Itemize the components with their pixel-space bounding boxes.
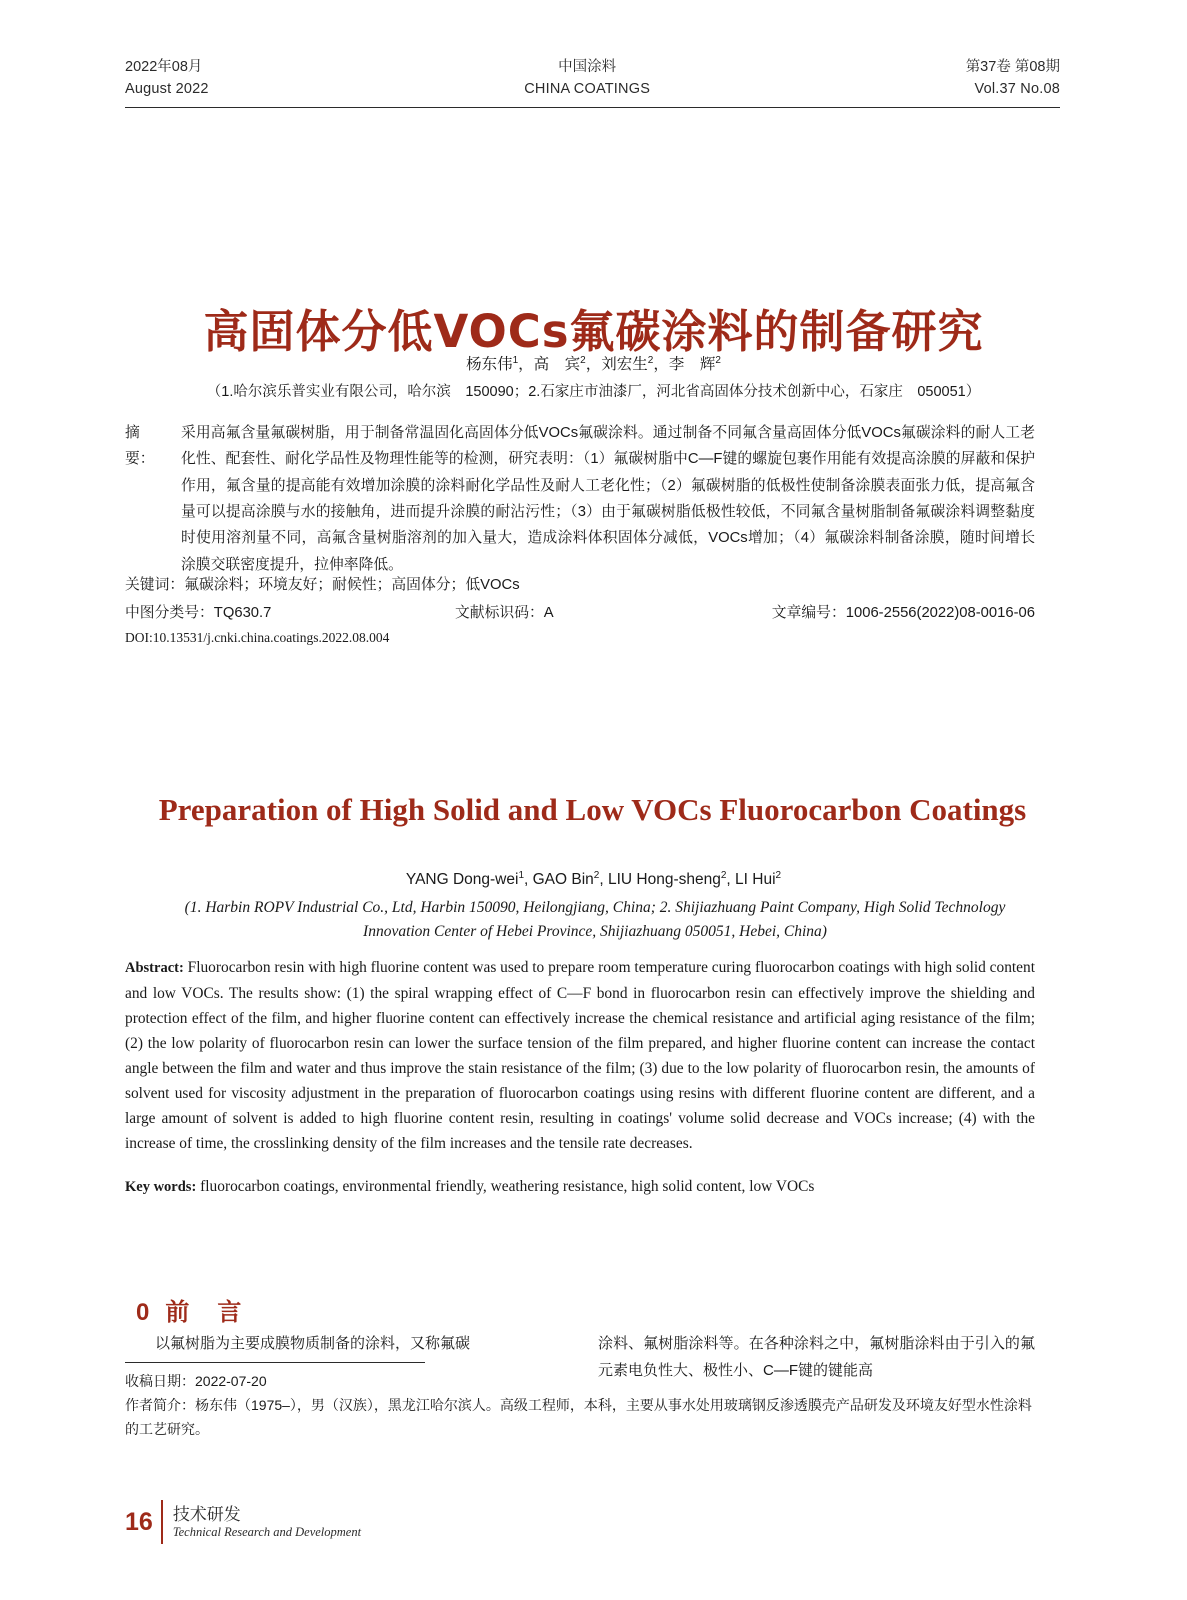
keywords-cn — [125, 573, 1035, 594]
footer-accent-bar — [161, 1500, 163, 1544]
author-cn-4-sup: 2 — [715, 354, 721, 366]
footnotes — [125, 1370, 1040, 1441]
section-number: 0 — [136, 1299, 152, 1326]
abstract-cn-label: 摘 要： — [125, 425, 155, 468]
keywords-en — [125, 1178, 1035, 1196]
issue-date-en: August 2022 — [125, 81, 209, 98]
document-code — [455, 601, 745, 622]
author-en-2: GAO Bin — [532, 871, 594, 889]
article-id-label: 文章编号： — [771, 605, 846, 621]
author-bio: 作者简介：杨东伟（1975–），男（汉族），黑龙江哈尔滨人。高级工程师，本科，主要从事水处用玻璃钢反渗透膜壳产品研发及环境友好型水性涂料的工艺研究。 — [125, 1396, 1032, 1437]
author-en-4: LI Hui — [735, 871, 776, 889]
doi: DOI:10.13531/j.cnki.china.coatings.2022.08.004 — [125, 630, 390, 645]
running-head-left — [125, 56, 209, 101]
keywords-en-label: Key words: — [125, 1179, 197, 1195]
volume-issue-cn: 第37卷 第08期 — [965, 59, 1060, 75]
section-title: 前 言 — [165, 1299, 244, 1326]
footer-section-name — [173, 1504, 361, 1541]
classification-row — [125, 601, 1035, 622]
author-cn-1: 杨东伟 — [466, 356, 513, 373]
author-cn-2: 高 宾 — [533, 356, 581, 373]
author-cn-1-sup: 1 — [512, 354, 519, 366]
article-id — [745, 601, 1035, 622]
authors-cn: 杨东伟$^1$，高 宾$^2$，刘宏生$^2$，李 辉$^2$ — [466, 354, 721, 373]
keywords-en-text: fluorocarbon coatings, environmental friendly, weathering resistance, high solid content, low VOCs — [200, 1178, 815, 1195]
page-footer — [125, 1500, 525, 1544]
journal-name-cn: 中国涂料 — [558, 59, 617, 75]
keywords-cn-text: 氟碳涂料；环境友好；耐候性；高固体分；低VOCs — [184, 577, 520, 593]
journal-name-en: CHINA COATINGS — [524, 81, 651, 98]
footer-section-en: Technical Research and Development — [172, 1524, 362, 1539]
author-cn-3: 刘宏生 — [601, 356, 648, 373]
body-paragraph-left: 以氟树脂为主要成膜物质制备的涂料，又称氟碳 — [155, 1335, 471, 1352]
abstract-en-text: Fluorocarbon resin with high fluorine content was used to prepare room temperature curing fluorocarbon coatings with high solid content and low VOCs. The results show: (1) the spiral wrapping effect of C—F bond in fluorocarbon resin can effectively improve the shielding and protection effect of the film, and higher fluorine content can effectively increase the chemical resistance and artificial aging resistance of the film; (2) the low polarity of fluorocarbon resin can lower the surface tension of the film prepared, and higher fluorine content can increase the contact angle between the film and water and thus improve the stain resistance of the film; (3) due to the low polarity of fluorocarbon resin, the amounts of solvent used for viscosity adjustment in the preparation of fluorocarbon coatings using resins with different fluorine content are different, and a large amount of solvent is added to high fluorine content resin, resulting in coatings' volume solid decrease and VOCs increase; (4) with the increase of time, the crosslinking density of the film increases and the tensile rate decreases. — [125, 959, 1035, 1153]
footnote-divider — [125, 1362, 425, 1363]
authors-en: YANG Dong-wei$^1$, GAO Bin$^2$, LIU Hong-sheng$^2$, LI Hui$^2$ — [405, 870, 782, 889]
abstract-cn — [125, 420, 1035, 578]
author-cn-3-sup: 2 — [647, 354, 654, 366]
section-heading — [136, 1292, 243, 1327]
abstract-cn-text: 采用高氟含量氟碳树脂，用于制备常温固化高固体分低VOCs氟碳涂料。通过制备不同氟含量高固体分低VOCs氟碳涂料的耐人工老化性、配套性、耐化学品性及物理性能等的检测，研究表明：（1）氟碳树脂中C—F键的螺旋包裹作用能有效提高涂膜的屏蔽和保护作用，氟含量的提高能有效增加涂膜的涂料耐化学品性及耐人工老化性；（2）氟碳树脂的低极性使制备涂膜表面张力低，提高氟含量可以提高涂膜与水的接触角，进而提升涂膜的耐沾污性；（3）由于氟碳树脂低极性较低，不同氟含量树脂制备氟碳涂料调整黏度时使用溶剂量不同，高氟含量树脂溶剂的加入量大，造成涂料体积固体分减低，VOCs增加；（4）氟碳涂料制备涂膜，随时间增长涂膜交联密度提升，拉伸率降低。 — [181, 425, 1035, 573]
clc-number — [125, 601, 455, 622]
document-code-label: 文献标识码： — [455, 605, 544, 621]
author-cn-2-sup: 2 — [580, 354, 586, 366]
running-head-right — [966, 56, 1060, 101]
document-code-value: A — [543, 605, 554, 621]
body-paragraph-right: 涂料、氟树脂涂料等。在各种涂料之中，氟树脂涂料由于引入的氟元素电负性大、极性小、C—F键的键能高 — [598, 1335, 1035, 1379]
article-id-value: 1006-2556(2022)08-0016-06 — [845, 605, 1035, 621]
clc-value: TQ630.7 — [213, 605, 272, 621]
author-en-3: LIU Hong-sheng — [607, 871, 721, 889]
abstract-en — [125, 955, 1035, 1156]
author-cn-4: 李 辉 — [668, 356, 716, 373]
author-en-3-sup: 2 — [720, 870, 727, 881]
keywords-cn-label: 关键词： — [125, 577, 185, 593]
clc-label: 中图分类号： — [125, 605, 214, 621]
author-en-1: YANG Dong-wei — [405, 871, 519, 889]
running-head — [125, 56, 1060, 108]
abstract-en-label: Abstract: — [125, 960, 184, 976]
running-head-center — [524, 56, 650, 101]
author-en-2-sup: 2 — [593, 870, 600, 881]
volume-issue-en: Vol.37 No.08 — [974, 81, 1060, 98]
footer-section-cn: 技术研发 — [172, 1504, 241, 1524]
author-en-4-sup: 2 — [775, 870, 782, 881]
page-number: 16 — [125, 1507, 153, 1536]
affiliation-cn: （1.哈尔滨乐普实业有限公司，哈尔滨 150090；2.石家庄市油漆厂，河北省高固体分技术创新中心，石家庄 050051） — [206, 384, 981, 400]
affiliation-en: (1. Harbin ROPV Industrial Co., Ltd, Harbin 150090, Heilongjiang, China; 2. Shijiazhuang Paint Company, High Solid Technology Innovation Center of Hebei Province, Shijiazhuang 050051, Hebei, China) — [184, 899, 1006, 941]
page-title-en: Preparation of High Solid and Low VOCs Fluorocarbon Coatings — [158, 791, 1027, 827]
received-date: 收稿日期：2022-07-20 — [125, 1373, 267, 1389]
page-title-cn: 高固体分低VOCs氟碳涂料的制备研究 — [203, 305, 984, 359]
author-en-1-sup: 1 — [518, 870, 524, 881]
issue-date-cn: 2022年08月 — [125, 59, 203, 75]
